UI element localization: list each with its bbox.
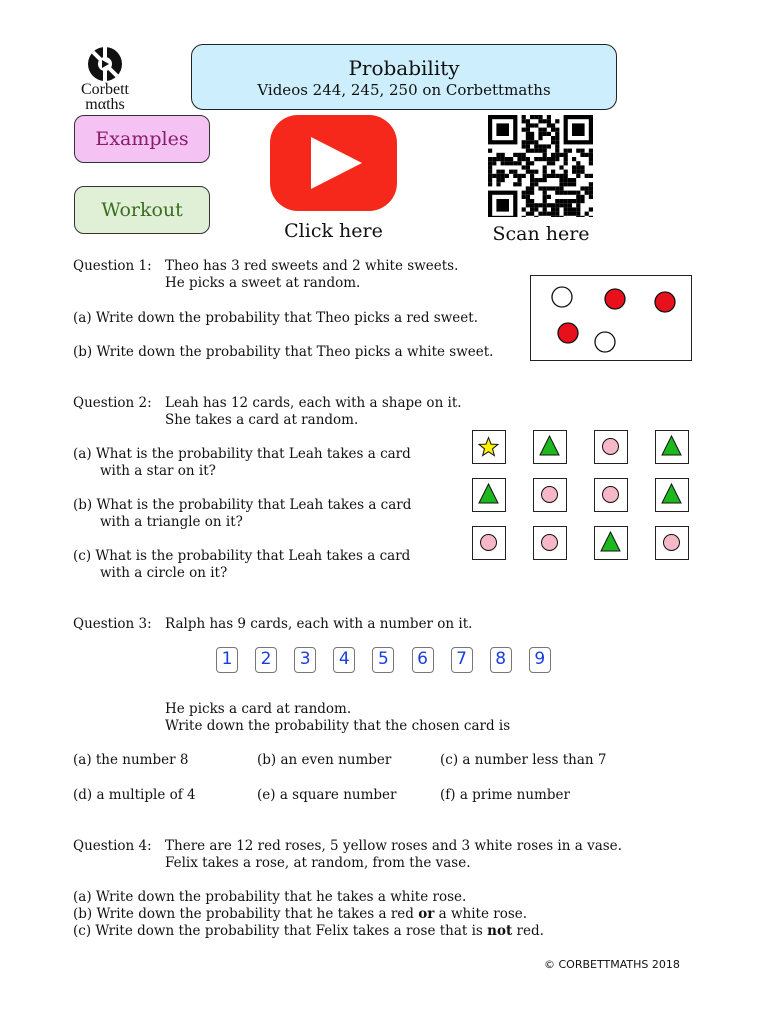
- q2-part-b-line1: (b) What is the probability that Leah takes a card: [73, 497, 412, 513]
- q4-part-b-post: a white rose.: [434, 906, 528, 922]
- triangle-icon: [662, 484, 681, 503]
- q2-line1: Leah has 12 cards, each with a shape on it.: [165, 395, 462, 411]
- triangle-icon: [601, 532, 620, 551]
- number-card: 7: [451, 647, 473, 673]
- q4-part-c-pre: (c) Write down the probability that Felix takes a rose that is: [73, 923, 488, 939]
- q2-part-a-line1: (a) What is the probability that Leah takes a card: [73, 446, 411, 462]
- shape-cards-grid: [472, 430, 696, 564]
- red-sweet: [558, 323, 578, 343]
- circle-card: [594, 430, 628, 464]
- q2-part-c-line2: with a circle on it?: [100, 565, 228, 581]
- q3-part-d: (d) a multiple of 4: [73, 787, 196, 803]
- circle-card: [533, 526, 567, 560]
- youtube-icon: [270, 115, 397, 211]
- circle-icon: [603, 487, 619, 503]
- q4-part-c-bold: not: [487, 923, 513, 939]
- red-sweet: [605, 289, 625, 309]
- logo-icon: [70, 46, 140, 82]
- circle-card: [655, 526, 689, 560]
- qr-code[interactable]: [488, 115, 594, 217]
- circle-card: [533, 478, 567, 512]
- red-sweet: [655, 292, 675, 312]
- q3-line3: Write down the probability that the chosen card is: [165, 718, 511, 734]
- star-icon: [479, 438, 498, 456]
- circle-icon: [542, 487, 558, 503]
- q1-part-a: (a) Write down the probability that Theo picks a red sweet.: [73, 310, 478, 326]
- number-card: 6: [412, 647, 434, 673]
- triangle-icon: [479, 484, 498, 503]
- q3-part-c: (c) a number less than 7: [440, 752, 607, 768]
- star-card: [472, 430, 506, 464]
- white-sweet: [595, 332, 615, 352]
- sweets-figure: [530, 275, 692, 361]
- triangle-card: [655, 430, 689, 464]
- q1-line2: He picks a sweet at random.: [165, 275, 361, 291]
- circle-card: [472, 526, 506, 560]
- logo-line2: mαths: [85, 96, 125, 113]
- triangle-card: [472, 478, 506, 512]
- triangle-icon: [540, 436, 559, 455]
- q2-label: Question 2:: [73, 395, 152, 411]
- scan-here-label[interactable]: Scan here: [492, 223, 590, 245]
- number-card: 9: [529, 647, 551, 673]
- click-here-label[interactable]: Click here: [284, 220, 383, 242]
- number-card: 3: [294, 647, 316, 673]
- q3-part-e: (e) a square number: [257, 787, 397, 803]
- q4-part-c: [73, 923, 544, 940]
- q4-part-c-post: red.: [512, 923, 544, 939]
- examples-button[interactable]: Examples: [74, 115, 210, 163]
- q4-label: Question 4:: [73, 838, 152, 854]
- q3-part-b: (b) an even number: [257, 752, 392, 768]
- q4-line1: There are 12 red roses, 5 yellow roses and 3 white roses in a vase.: [165, 838, 622, 854]
- number-card: 2: [255, 647, 277, 673]
- q1-line1: Theo has 3 red sweets and 2 white sweets.: [165, 258, 459, 274]
- q2-line2: She takes a card at random.: [165, 412, 359, 428]
- number-card: 4: [333, 647, 355, 673]
- circle-icon: [481, 535, 497, 551]
- q3-part-f: (f) a prime number: [440, 787, 570, 803]
- circle-icon: [664, 535, 680, 551]
- workout-button[interactable]: Workout: [74, 186, 210, 234]
- q2-part-a-line2: with a star on it?: [100, 463, 216, 479]
- circle-icon: [603, 439, 619, 455]
- q3-line1: Ralph has 9 cards, each with a number on it.: [165, 616, 473, 632]
- title-box: [191, 44, 617, 110]
- q4-part-b-pre: (b) Write down the probability that he takes a red: [73, 906, 419, 922]
- number-card: 1: [216, 647, 238, 673]
- triangle-card: [533, 430, 567, 464]
- q4-part-b-bold: or: [418, 906, 435, 922]
- q3-label: Question 3:: [73, 616, 152, 632]
- number-cards-row: [216, 647, 556, 675]
- q3-line2: He picks a card at random.: [165, 701, 352, 717]
- copyright-footer: © CORBETTMATHS 2018: [544, 958, 680, 971]
- triangle-icon: [662, 436, 681, 455]
- q1-label: Question 1:: [73, 258, 152, 274]
- page-subtitle: Videos 244, 245, 250 on Corbettmaths: [257, 81, 551, 99]
- q4-part-b: [73, 906, 527, 923]
- logo-line1: Corbett: [81, 81, 129, 98]
- q4-line2: Felix takes a rose, at random, from the vase.: [165, 855, 471, 871]
- triangle-card: [655, 478, 689, 512]
- circle-icon: [542, 535, 558, 551]
- qr-code-icon: [488, 115, 594, 217]
- corbettmaths-logo: [70, 46, 140, 112]
- q3-part-a: (a) the number 8: [73, 752, 189, 768]
- white-sweet: [552, 287, 572, 307]
- q2-part-c-line1: (c) What is the probability that Leah takes a card: [73, 548, 411, 564]
- number-card: 8: [490, 647, 512, 673]
- q1-part-b: (b) Write down the probability that Theo picks a white sweet.: [73, 344, 494, 360]
- page-title: Probability: [348, 56, 460, 80]
- triangle-card: [594, 526, 628, 560]
- circle-card: [594, 478, 628, 512]
- q2-part-b-line2: with a triangle on it?: [100, 514, 243, 530]
- number-card: 5: [372, 647, 394, 673]
- youtube-play-button[interactable]: [270, 115, 397, 215]
- q4-part-a: (a) Write down the probability that he takes a white rose.: [73, 889, 467, 905]
